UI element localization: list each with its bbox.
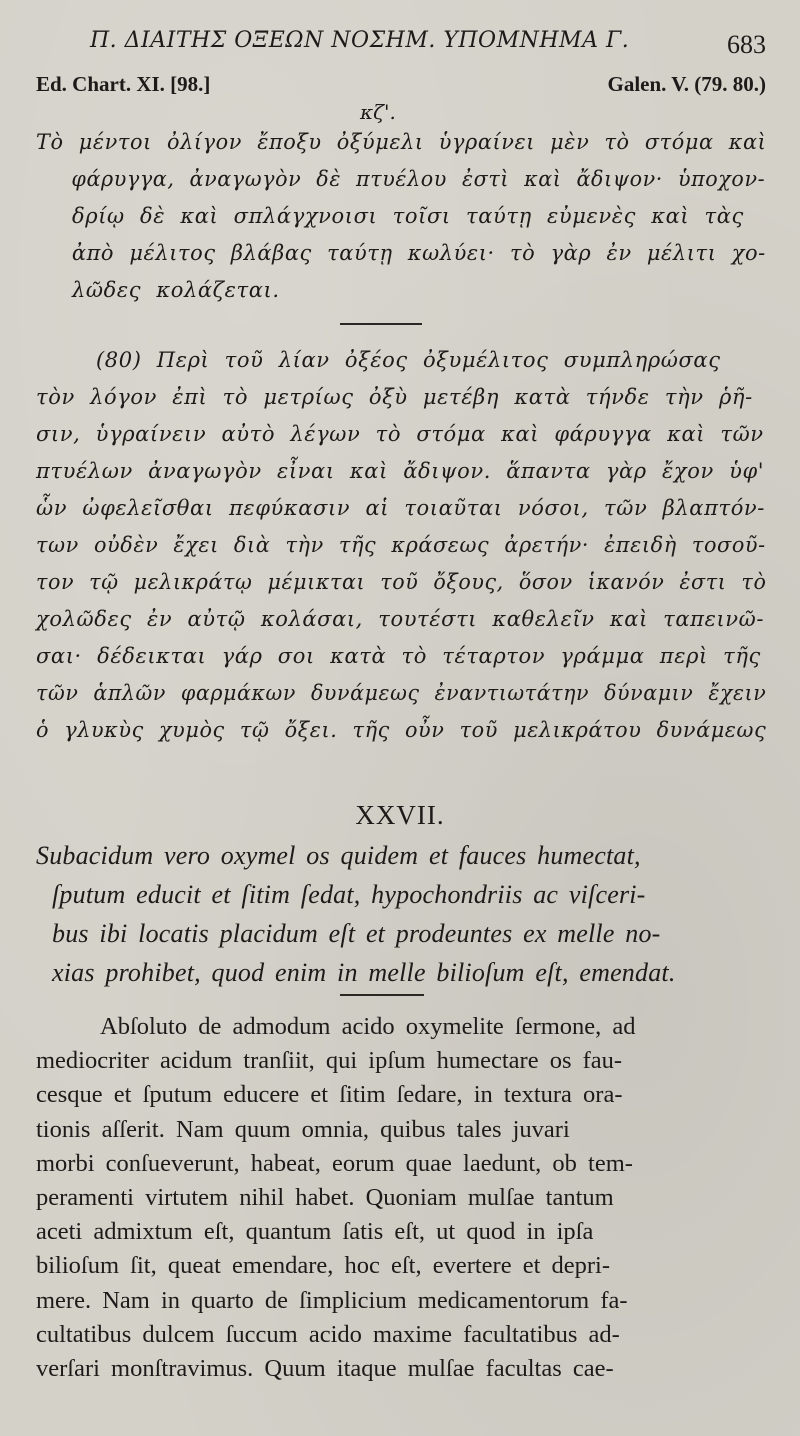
greek-lemma-line: ἀπὸ μέλιτος βλάβας ταύτῃ κωλύει· τὸ γὰρ ἐν μέλιτι χο- [71,241,766,265]
latin-section-heading: XXVII. [355,800,445,830]
greek-commentary-line: πτυέλων ἀναγωγὸν εἶναι καὶ ἄδιψον. ἅπαντα γὰρ ἔχον ὑφ' [36,459,765,483]
greek-lemma [36,124,766,309]
latin-commentary-line: aceti admixtum eſt, quantum ſatis eſt, ut quod in ipſa [36,1218,594,1246]
greek-lemma-line: λῶδες κολάζεται. [72,278,280,302]
greek-commentary-line: των οὐδὲν ἔχει διὰ τὴν τῆς κράσεως ἀρετήν· ἐπειδὴ τοσοῦ- [36,533,766,557]
latin-commentary-line: Abſoluto de admodum acido oxymelite ſermone, ad [100,1013,636,1040]
greek-lemma-line: δρίῳ δὲ καὶ σπλάγχνοισι τοῖσι ταύτῃ εὐμενὲς καὶ τὰς [72,204,744,228]
page-number: 683 [727,30,766,59]
latin-commentary-line: mere. Nam in quarto de ſimplicium medicamentorum fa- [36,1286,628,1314]
edition-galen-reference: Galen. V. (79. 80.) [607,72,766,96]
greek-commentary-line: τὸν λόγον ἐπὶ τὸ μετρίως ὀξὺ μετέβη κατὰ τήνδε τὴν ῥῆ- [36,385,753,409]
latin-lemma [36,836,766,992]
greek-commentary-line: σαι· δέδεικται γάρ σοι κατὰ τὸ τέταρτον γράμμα περὶ τῆς [36,644,761,668]
latin-lemma-line: ſputum educit et ſitim ſedat, hypochondriis ac viſceri- [52,880,646,909]
latin-commentary-line: bilioſum ſit, queat emendare, hoc eſt, evertere et depri- [36,1252,611,1280]
greek-lemma-line: φάρυγγα, ἀναγωγὸν δὲ πτυέλου ἐστὶ καὶ ἄδιψον· ὑποχον- [71,167,766,191]
greek-commentary-line: χολῶδες ἐν αὐτῷ κολάσαι, τουτέστι καθελεῖν καὶ ταπεινῶ- [36,607,765,631]
greek-commentary-line: ὧν ὠφελεῖσθαι πεφύκασιν αἱ τοιαῦται νόσοι, τῶν βλαπτόν- [36,496,765,520]
latin-lemma-line: bus ibi locatis placidum eſt et prodeuntes ex melle no- [52,919,661,948]
edition-reference-line [36,72,766,98]
running-head: Π. ΔΙΑΙΤΗΣ ΟΞΕΩΝ ΝΟΣΗΜ. ΥΠΟΜΝΗΜΑ Γ. [90,28,630,53]
edition-chartier-reference: Ed. Chart. XI. [98.] [36,72,211,96]
greek-section-number: κζ'. [360,100,396,124]
greek-commentary-line: σιν, ὑγραίνειν αὐτὸ λέγων τὸ στόμα καὶ φάρυγγα καὶ τῶν [36,422,764,446]
latin-commentary-line: cultatibus dulcem ſuccum acido maxime facultatibus ad- [36,1320,620,1348]
separator-rule [340,994,424,996]
latin-commentary-line: mediocriter acidum tranſiit, qui ipſum humectare os fau- [36,1047,623,1075]
latin-commentary-line: peramenti virtutem nihil habet. Quoniam mulſae tantum [36,1183,614,1211]
latin-lemma-line: xias prohibet, quod enim in melle bilioſum eſt, emendat. [52,958,676,987]
latin-commentary [36,1010,766,1386]
separator-rule [340,323,422,325]
greek-commentary-line: τον τῷ μελικράτῳ μέμικται τοῦ ὄξους, ὅσον ἱκανόν ἐστι τὸ [36,570,767,594]
greek-commentary [36,342,766,749]
latin-commentary-line: tionis aſſerit. Nam quum omnia, quibus tales juvari [36,1115,570,1143]
greek-commentary-line: (80) Περὶ τοῦ λίαν ὀξέος ὀξυμέλιτος συμπληρώσας [96,348,721,372]
greek-lemma-line: Τὸ μέντοι ὀλίγον ἔποξυ ὀξύμελι ὑγραίνει μὲν τὸ στόμα καὶ [36,130,767,154]
latin-commentary-line: cesque et ſputum educere et ſitim ſedare, in textura ora- [36,1081,623,1109]
greek-commentary-line: ὁ γλυκὺς χυμὸς τῷ ὄξει. τῆς οὖν τοῦ μελικράτου δυνάμεως [36,718,767,742]
latin-commentary-line: verſari monſtravimus. Quum itaque mulſae facultas cae- [36,1354,614,1382]
greek-commentary-line: τῶν ἁπλῶν φαρμάκων δυνάμεως ἐναντιωτάτην δύναμιν ἔχειν [36,681,767,705]
latin-commentary-line: morbi conſueverunt, habeat, eorum quae laedunt, ob tem- [36,1149,633,1177]
latin-lemma-line: Subacidum vero oxymel os quidem et fauces humectat, [36,841,641,870]
